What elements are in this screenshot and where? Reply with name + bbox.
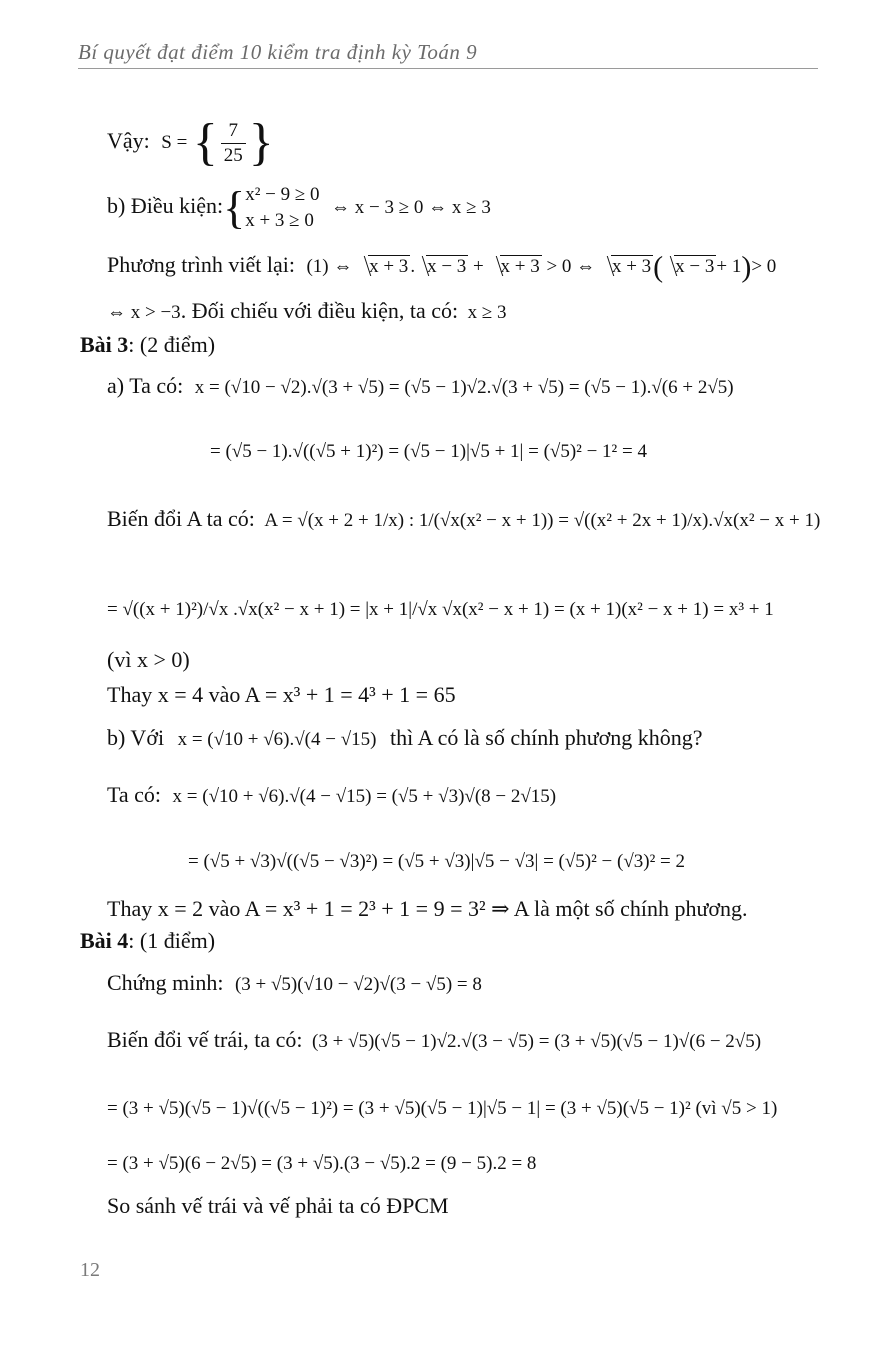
part-b-conclusion [107,895,748,923]
part-b-compute-line [107,781,556,811]
system-brace: { [223,182,246,233]
text: b) Điều kiện: [107,193,224,219]
exercise-label: Bài 4 [80,928,129,953]
equation: = (3 + √5)(√5 − 1)√((√5 − 1)²) = (3 + √5)(√5 − 1)|√5 − 1| = (3 + √5)(√5 − 1)² (vì √5 > 1) [107,1098,778,1119]
equation: (3 + √5)(√10 − √2)√(3 − √5) = 8 [234,974,482,995]
equation: = √((x + 1)²)/√x .√x(x² − x + 1) = |x + 1|/√x √x(x² − x + 1) = (x + 1)(x² − x + 1) = x³ + 1 [107,599,774,620]
equation: = (3 + √5)(6 − 2√5) = (3 + √5).(3 − √5).2 = (9 − 5).2 = 8 [107,1153,537,1174]
lhs-transform-final [107,1148,536,1178]
exercise-3-heading [80,331,215,359]
equation: (3 + √5)(√5 − 1)√2.√(3 − √5) = (3 + √5)(√5 − 1)√(6 − 2√5) [312,1031,762,1052]
lhs-transform-continuation [107,1093,777,1123]
text: b) Với [107,725,165,750]
text: Ta có: [107,782,162,807]
part-b-line [107,724,703,754]
text: Thay x = 4 vào A = x³ + 1 = 4³ + 1 = 65 [107,682,456,707]
equation: x = (√10 + √6).√(4 − √15) = (√5 + √3)√(8 − 2√15) [172,786,557,807]
part-b-continuation [188,846,685,876]
part-a-line [107,372,734,402]
text: So sánh vế trái và vế phải ta có ĐPCM [107,1193,449,1218]
equation: ⇔ x > −3 [107,302,181,323]
system: x² − 9 ≥ 0 x + 3 ≥ 0 [245,184,320,231]
note-line [107,646,190,674]
equation: (1) ⇔ x + 3 . x − 3 + x + 3 > 0 ⇔ x + 3( x − 3 + 1)> 0 [306,250,777,284]
running-header: Bí quyết đạt điểm 10 kiểm tra định kỳ Toán 9 [78,40,478,64]
conclusion-line [107,114,274,171]
text: thì A có là số chính phương không? [389,725,703,750]
text: Thay x = 2 vào A = x³ + 1 = 2³ + 1 = 9 = 3² ⇒ A là một số chính phương. [107,896,748,921]
text: . Đối chiếu với điều kiện, ta có: [180,298,459,323]
equation: = (√5 + √3)√((√5 − √3)²) = (√5 + √3)|√5 − √3| = (√5)² − (√3)² = 2 [188,851,686,872]
left-brace: { [192,114,218,171]
points: : (2 điểm) [128,332,216,357]
transform-a-continuation [107,594,774,624]
equation: x ≥ 3 [467,302,507,323]
equation: = (√5 − 1).√((√5 + 1)²) = (√5 − 1)|√5 + 1| = (√5)² − 1² = 4 [210,441,647,462]
equation: x = (√10 − √2).√(3 + √5) = (√5 − 1)√2.√(3 + √5) = (√5 − 1).√(6 + 2√5) [194,377,734,398]
text: Chứng minh: [107,970,224,995]
text: Phương trình viết lại: [107,252,295,277]
prove-line [107,969,482,999]
points: : (1 điểm) [128,928,216,953]
equation: x = (√10 + √6).√(4 − √15) [177,729,377,750]
equation: S = [161,132,188,154]
transform-a-line [107,505,820,535]
header-rule [78,68,818,69]
right-brace: } [248,114,274,171]
substitute-line [107,681,456,709]
condition-check-line [107,297,507,327]
lhs-transform-line [107,1026,761,1056]
equation: ⇔ x − 3 ≥ 0 ⇔ x ≥ 3 [331,197,491,219]
text: Biến đổi A ta có: [107,506,255,531]
exercise-4-heading [80,927,215,955]
conclusion-qed [107,1192,449,1220]
page-number: 12 [80,1259,100,1281]
text: (vì x > 0) [107,647,190,672]
part-a-continuation [210,436,647,466]
text: Biến đổi vế trái, ta có: [107,1027,303,1052]
equation: A = √(x + 2 + 1/x) : 1/(√x(x² − x + 1)) = √((x² + 2x + 1)/x).√x(x² − x + 1) [264,510,821,531]
rewrite-line [107,251,776,282]
text: a) Ta có: [107,373,184,398]
fraction: $\frac{7}{25}$ [221,119,246,168]
text: Vậy: [107,128,150,154]
condition-line [107,182,491,234]
exercise-label: Bài 3 [80,332,129,357]
